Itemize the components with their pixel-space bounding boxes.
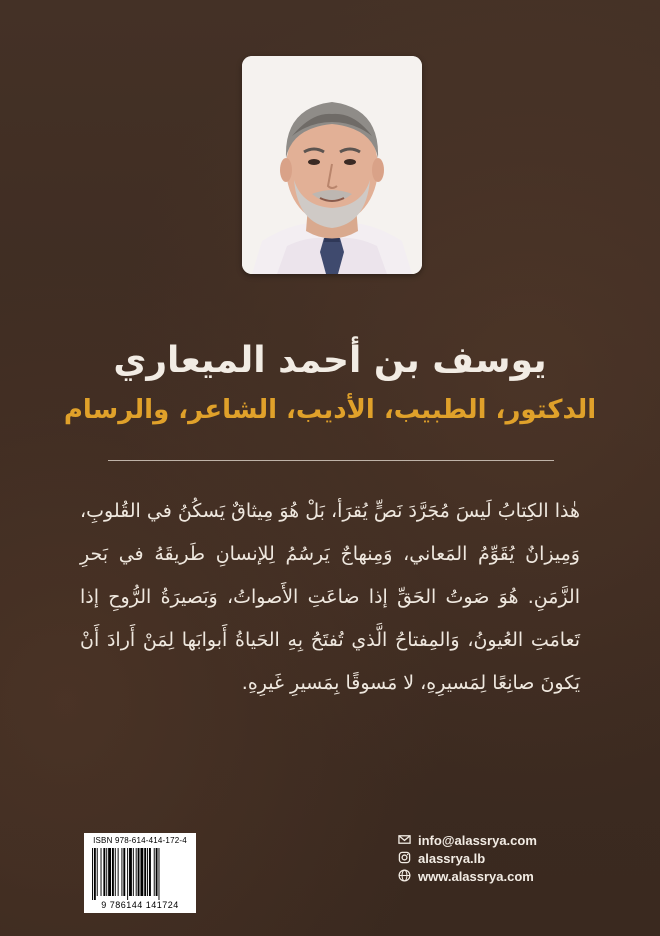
globe-icon	[398, 869, 413, 884]
contact-website-text: www.alassrya.com	[418, 869, 534, 884]
contact-email[interactable]	[398, 832, 598, 849]
divider	[108, 460, 554, 461]
publisher-contacts	[398, 832, 598, 886]
instagram-icon	[398, 851, 413, 866]
email-icon	[398, 833, 413, 848]
contact-instagram[interactable]	[398, 850, 598, 867]
barcode-digits: 9 786144 141724	[101, 900, 179, 910]
isbn-barcode	[84, 833, 196, 913]
author-photo	[242, 56, 422, 274]
book-blurb: هٰذا الكِتابُ لَيسَ مُجَرَّدَ نَصٍّ يُقرَأ، بَلْ هُوَ مِيثاقٌ يَسكُنُ في القُلوبِ، وَمِيزانٌ يُقَوِّمُ المَعاني، وَمِنهاجٌ يَرسُمُ لِلإنسانِ طَريقَهُ في بَحرِ الزَّمَنِ. هُوَ صَوتُ الحَقِّ إذا ضاعَتِ الأَصواتُ، وَبَصيرَةُ الرُّوحِ إذا تَعامَتِ العُيونُ، وَالمِفتاحُ الَّذي تُفتَحُ بِهِ الحَياةُ أَبوابَها لِمَنْ أَرادَ أَنْ يَكونَ صانِعًا لِمَسيرِهِ، لا مَسوقًا بِمَسيرِ غَيرِهِ.	[80, 500, 580, 694]
author-name: يوسف بن أحمد الميعاري	[113, 340, 547, 381]
isbn-label: ISBN 978-614-414-172-4	[93, 836, 187, 845]
contact-instagram-text: alassrya.lb	[418, 851, 486, 866]
author-titles: الدكتور، الطبيب، الأديب، الشاعر، والرسام	[63, 395, 597, 425]
contact-website[interactable]	[398, 868, 598, 885]
contact-email-text: info@alassrya.com	[418, 833, 537, 848]
barcode-bars	[90, 848, 190, 900]
